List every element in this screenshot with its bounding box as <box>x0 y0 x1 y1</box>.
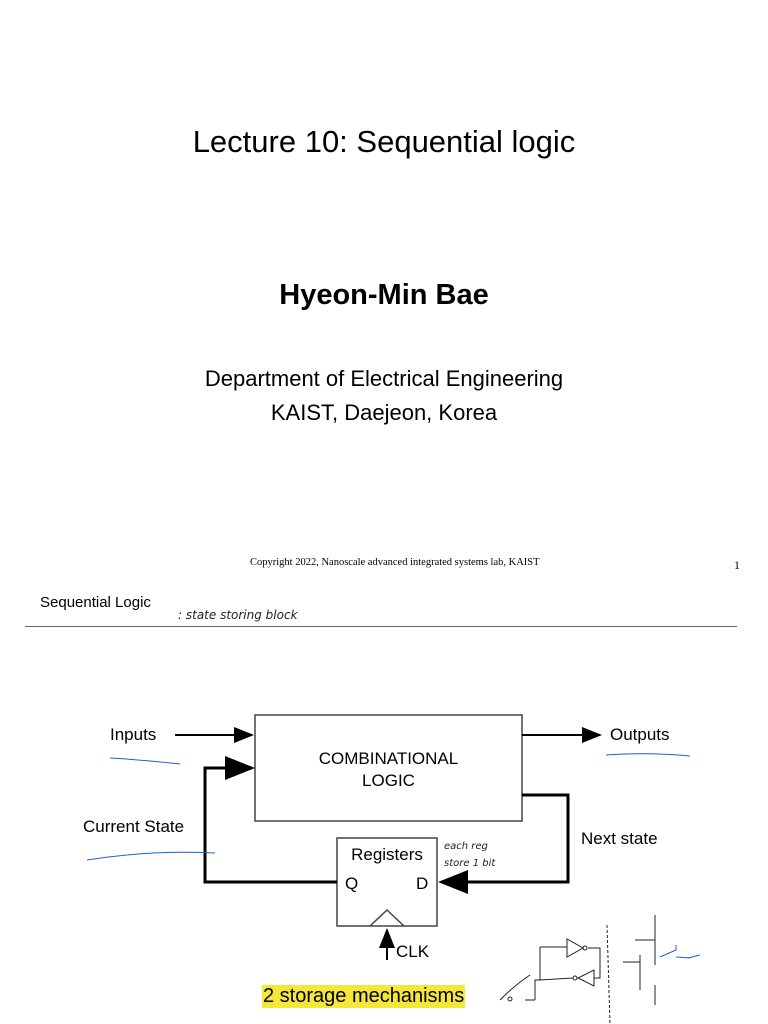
handwritten-title-annotation: : state storing block <box>178 608 298 622</box>
blue-annotation-sketch <box>660 945 700 958</box>
registers-label: Registers <box>351 845 423 864</box>
slide-title: Lecture 10: Sequential logic <box>192 124 576 159</box>
highlighted-text: 2 storage mechanisms <box>263 985 465 1007</box>
institution: KAIST, Daejeon, Korea <box>270 400 498 425</box>
slide2-title: Sequential Logic <box>40 594 151 611</box>
current-state-label: Current State <box>83 817 185 836</box>
page-number: 1 <box>734 558 740 572</box>
reg-annotation-1: each reg <box>444 841 488 852</box>
author-name: Hyeon-Min Bae <box>279 279 489 311</box>
reg-annotation-2: store 1 bit <box>444 858 496 869</box>
comb-logic-label-2: LOGIC <box>362 771 415 790</box>
inputs-label: Inputs <box>110 725 157 744</box>
q-label: Q <box>345 874 359 893</box>
clock-edge-symbol <box>370 910 404 926</box>
department: Department of Electrical Engineering <box>204 366 564 391</box>
outputs-label: Outputs <box>610 725 670 744</box>
clk-label: CLK <box>396 942 430 961</box>
d-label: D <box>416 874 429 893</box>
next-state-label: Next state <box>581 829 658 848</box>
handwritten-latch-sketch <box>500 915 655 1024</box>
copyright: Copyright 2022, Nanoscale advanced integrated systems lab, KAIST <box>250 557 540 568</box>
comb-logic-label-1: COMBINATIONAL <box>318 749 459 768</box>
